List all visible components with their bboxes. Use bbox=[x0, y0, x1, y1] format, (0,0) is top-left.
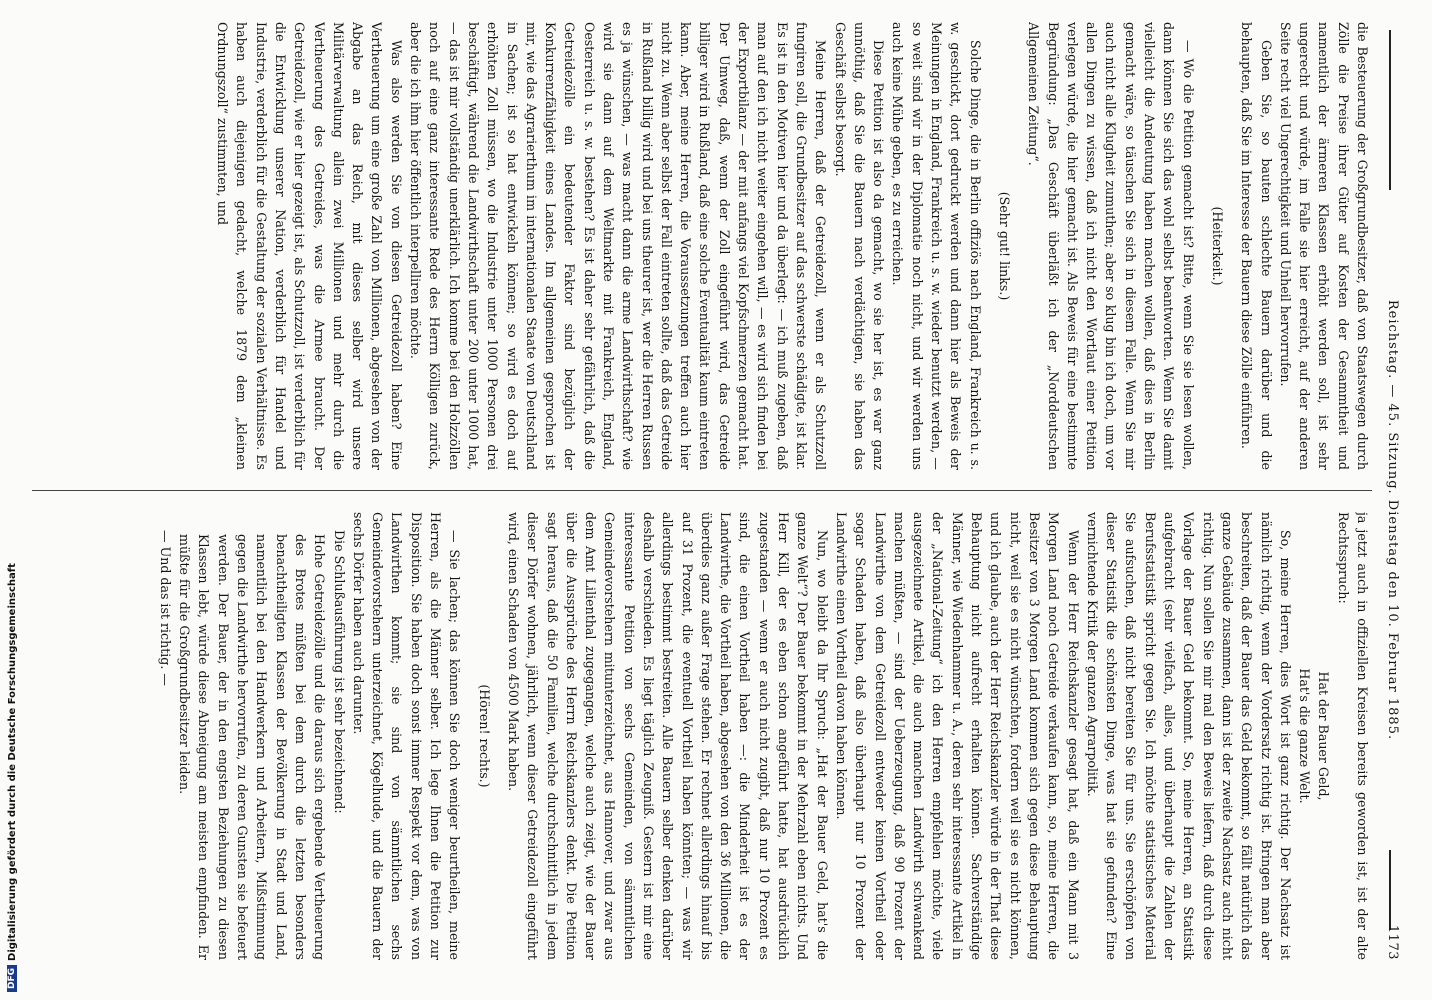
paragraph: — Und das ist richtig. — bbox=[157, 530, 173, 686]
paragraph: Was also werden Sie von diesen Getreidezoll haben? Eine Vertheuerung um eine große Zahl von Millionen, abgesehen von der Abgabe an das Reich, mit dieses selber wird unsere Militärverwaltung allein zwei Millionen und mehr durch die Vertheuerung des Getreides, was die Armee braucht. Der Getreidezoll, wie er hier gezeigt ist, als Schutzzoll, ist verderblich für die Entwicklung unserer Nation, verderblich für Handel und Industrie, verderblich für die Gestaltung der sozialen Verhältnisse. Es haben auch diejenigen gedacht, welche 1879 dem „kleinen Ordnungszoll“ zustimmten, und bbox=[215, 22, 404, 470]
footer-credit bbox=[4, 472, 24, 992]
running-head-rule-right bbox=[1389, 850, 1391, 930]
paragraph: — Wo die Petition gemacht ist? Bitte, wenn Sie sie lesen wollen, dann können Sie sich das wohl selbst beantworten. Wenn Sie damit vielleicht die Andeutung haben machen wollen, daß dies in Berlin gemacht wäre, so täuschen Sie sich in diesem Falle. Wenn Sie mir auch nicht alle Klugheit zumuthen; aber so klug bin ich doch, um vor allen Dingen zu wissen, daß ich nicht den Wortlaut einer Petition verlegen würde, die hier gemacht ist. Als Beweis für eine bestimmte Begründung: „Das Geschäft überläßt ich der „Norddeutschen Allgemeinen Zeitung“. bbox=[1026, 22, 1196, 470]
paragraph: So, meine Herren, dies Wort ist ganz richtig. Der Nachsatz ist nämlich richtig, wenn der Vordersatz richtig ist. Bringen man aber beschreiten, daß der Bauer das Geld bekommt, so fällt natürlich das ganze Gebäude zusammen, dann ist der zweite Nachsatz auch nicht richtig. Nun sollen Sie mir mal den Beweis liefern, daß durch diese Vorlage der Bauer Geld bekommt. So, meine Herren, an Statistik aufgebracht (sehr vielfach, alles, und überhaupt die Zahlen der Berufsstatistik spricht gegen Sie. Ich möchte statistisches Material Sie aufsuchen, daß nicht bereiten Sie für uns. Sie erschöpfen von dieser Statistik die schönsten Dinge, was hat sie gefunden? Eine vernichtende Kritik der ganzen Agrarpolitik. bbox=[1084, 512, 1293, 960]
text-column-right bbox=[22, 512, 1372, 960]
dfg-logo: DFG bbox=[7, 965, 17, 992]
paragraph: Nun, wo bleibt da Ihr Spruch: „Hat der Bauer Geld, hat's die ganze Welt“? Der Bauer bekommt in der Mehrzahl eben nichts. Und Herr Kill, der es eben schon angeführt hatte, hat ausdrücklich zugestanden — wenn er auch nicht zugibt, daß nur 10 Prozent es sind, die einen Vortheil haben —: die Minderheit ist es der Landwirthe, die Vortheil haben, abgesehen von den 36 Millionen, die überdies ganz außer Frage stehen. Er rechnet allerdings hinauf bis auf 31 Prozent, die eventuell Vortheil haben könnten; — was wir allerdings bestimmt bestreiten. Alle Bauern selber denken darüber deshalb verschieden. Es liegt täglich Zeugniß. Gestern ist mir eine interessante Petition von sechs Gemeinden, von sämmtlichen Gemeindevorstehern mitunterzeichnet, aus Hannover, und zwar aus dem Amt Lilienthal zugegangen, welche auch zeigt, wie der Bauer über die Aussprüche des Herrn Reichskanzlers denkt. Die Petition sagt heraus, daß die 50 Familien, welche durchschnittlich in jedem dieser Dörfer wohnen, jährlich, wenn dieser Getreidezoll eingeführt wird, einen Schaden von 4500 Mark haben. bbox=[505, 512, 830, 960]
running-head bbox=[1382, 30, 1400, 960]
paragraph: Diese Petition ist also da gemacht, wo sie her ist, es war ganz unnöthig, daß Sie die Bauern nach verdächtigen, sie haben das Geschäft selbst besorgt. bbox=[832, 22, 887, 470]
footer-text: Digitalisierung gefördert durch die Deutsche Forschungsgemeinschaft bbox=[6, 563, 18, 961]
running-head-rule-left bbox=[1389, 30, 1391, 190]
paragraph: Hat's die ganze Welt. bbox=[1297, 668, 1313, 804]
paragraph: Solche Dinge, die in Berlin offiziös nach England, Frankreich u. s. w. geschickt, dort gedruckt werden und dann hier als Beweis der Meinungen in England, Frankreich u. s. w. wieder benutzt werden, — so weit sind wir in der Diplomatie noch nicht, und wir werden uns auch keine Mühe geben, es zu erreichen. bbox=[890, 22, 983, 470]
paragraph: Hat der Bauer Geld, bbox=[1316, 671, 1332, 801]
paragraph: Meine Herren, daß der Getreidezoll, wenn er als Schutzzoll fungiren soll, die Grundbesitzer auf das schwerste schädigte, ist klar. Es ist in den Motiven hier und da überlegt: — ich muß zugeben, daß man auf den ich nicht weiter eingehen will, — es wird sich finden bei der Exportbilanz — der mit anfangs viel Kopfschmerzen gemacht hat. Der Umweg, daß, wenn der Zoll eingeführt wird, das Getreide billiger wird in Rußland, daß eine solche Eventualität kaum eintreten kann. Aber, meine Herren, die Voraussetzungen treffen auch hier nicht zu. Wenn aber selbst der Fall eintreten sollte, daß das Getreide in Rußland billig wird und bei uns theurer ist, wer die Herren Russen es ja wünschen, — was macht dann die arme Landwirthschaft? wie wird sie dann auf dem Weltmarkte mit Frankreich, England, Oesterreich u. s. w. bestehen? Es ist daher sehr gefährlich, daß die Getreidezölle ein bedeutender Faktor sind bezüglich der Konkurrenzfähigkeit eines Landes. Im allgemeinen gesprochen ist mir, wie das Agrarierthum im internationalen Staate von Deutschland in Sachen; ist so hat entwickeln können; so wird es doch auf erhöhten Zoll müssen, wo die Industrie unter 1000 Personen drei beschäftigt, während die Landwirthschaft unter 200 unter 1000 hat, — das ist mir vollständig unerklärlich. Ich komme bei den Holzzöllen noch auf eine ganz interessante Rede des Herrn Kölligen zurück, aber die ich ihm hier öffentlich interpelliren möchte. bbox=[408, 22, 829, 470]
paragraph: Die Schlußausführung ist sehr bezeichnend: bbox=[331, 530, 347, 814]
paragraph: die Besteuerung der Großgrundbesitzer, daß von Staatswegen durch Zölle die Preise ihrer Güter auf Kosten der Gesammtheit und namentlich der ärmeren Klassen erhöht werden soll, ist sehr ungerecht und würde, im Falle sie hier erreicht, auf der anderen Seite recht viel Ungerechtigkeit und Unheil hervorrufen. bbox=[1277, 22, 1370, 470]
paragraph: (Hören! rechts.) bbox=[476, 684, 492, 788]
paragraph: (Sehr gut! links.) bbox=[996, 191, 1012, 301]
page-number: 1173 bbox=[1385, 924, 1400, 960]
running-head-title: Reichstag. — 45. Sitzung. Dienstag den 10. Februar 1885. bbox=[1385, 299, 1400, 741]
paragraph: Wenn der Herr Reichskanzler gesagt hat, daß ein Mann mit 3 Morgen Land noch Getreide verkaufen kann, so, meine Herren, die Besitzer von 3 Morgen Land kommen sich gegen diese Behauptung nicht, weil sie es nicht wünschten, fordern weil sie es nicht können, und ich glaube, auch der Herr Reichskanzler würde in der That diese Behauptung nicht aufrecht erhalten können. Sachverständige Männer, wie Wiedenhammer u. A., deren sehr interessante Artikel in der „National-Zeitung“ ich den Herren empfehlen möchte, viele ausgezeichnete Artikel, die auch manchen Landwirth schwankend machen müßten, — sind der Ueberzeugung, daß 90 Prozent der Landwirthe von dem Getreidezoll entweder keinen Vortheil oder sogar Schaden haben, daß also überhaupt nur 10 Prozent der Landwirthe einen Vortheil davon haben können. bbox=[833, 512, 1081, 960]
paragraph: Hohe Getreidezölle und die daraus sich ergebende Vertheuerung des Brotes müßten bei dem durch die letzten besonders benachtheiligten Klassen der Bevölkerung in Stadt und Land, namentlich bei den Handwerkern und Arbeitern, Mißstimmung gegen die Landwirthe hervorrufen, zu deren Gunsten sie befeuert werden. Der Bauer, der in den engsten Beziehungen zu diesen Klassen lebt, würde diese Abneigung am meisten empfinden. Er müßte für die Großgrundbesitzer leiden. bbox=[177, 534, 328, 960]
column-divider bbox=[32, 490, 1372, 491]
text-column-left bbox=[22, 22, 1372, 470]
paragraph: (Heiterkeit.) bbox=[1209, 206, 1225, 286]
paragraph: ja jetzt auch in offiziellen Kreisen bereits geworden ist, ist der alte Rechtsspruch: bbox=[1335, 512, 1370, 960]
paragraph: — Sie lachen; das können Sie doch weniger beurtheilen, meine Herren, als die Männer selber. Ich lege Ihnen die Petition zur Disposition. Sie haben doch sonst immer Respekt vor dem, was von Landwirthen kommt; sie sind von sämmtlichen sechs Gemeindevorstehern unterzeichnet, Kögelhude, und die Bauern der sechs Dörfer haben auch darunter. bbox=[350, 512, 463, 960]
paragraph: Geben Sie, so bauten schlechte Bauern darüber und die behaupten, daß Sie im Interesse der Bauern diese Zölle einführen. bbox=[1239, 22, 1274, 470]
